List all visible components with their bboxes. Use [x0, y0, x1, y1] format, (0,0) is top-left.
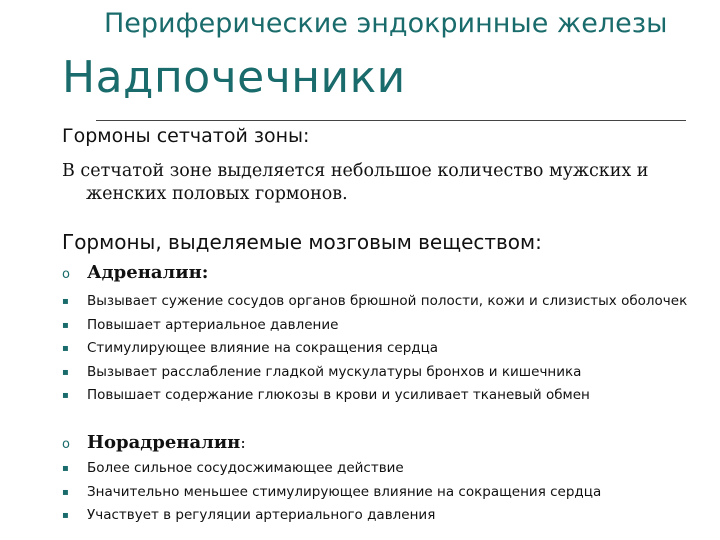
list-item-text: Вызывает расслабление гладкой мускулатуры бронхов и кишечника: [87, 363, 582, 380]
list-item: [62, 293, 712, 310]
adrenaline-heading: [62, 262, 208, 283]
square-bullet-icon: ▪: [62, 463, 69, 474]
square-bullet-icon: ▪: [62, 343, 69, 354]
list-item: [62, 484, 712, 501]
list-item-text: Участвует в регуляции артериального давления: [87, 507, 436, 523]
reticular-zone-paragraph: [62, 160, 702, 206]
list-item-text: Значительно меньшее стимулирующее влияние на сокращения сердца: [87, 483, 602, 500]
reticular-text-line-1: В сетчатой зоне выделяется небольшое количество мужских и: [62, 161, 649, 181]
square-bullet-icon: ▪: [62, 390, 69, 401]
list-item-text: Более сильное сосудосжимающее действие: [87, 460, 404, 476]
reticular-text-line-2: женских половых гормонов.: [86, 184, 348, 204]
list-item: [62, 387, 712, 404]
circle-bullet-icon: o: [62, 267, 70, 282]
square-bullet-icon: ▪: [62, 296, 69, 307]
slide-title: Надпочечники: [62, 52, 406, 103]
square-bullet-icon: ▪: [62, 510, 69, 521]
adrenaline-effects-list: [62, 293, 712, 411]
slide-supertitle: Периферические эндокринные железы: [104, 8, 668, 39]
square-bullet-icon: ▪: [62, 486, 69, 498]
list-item: [62, 317, 712, 334]
reticular-zone-heading: Гормоны сетчатой зоны:: [62, 125, 310, 147]
list-item: [62, 460, 712, 477]
square-bullet-icon: ▪: [62, 319, 69, 331]
adrenaline-name: Адреналин:: [87, 262, 209, 283]
medulla-heading: Гормоны, выделяемые мозговым веществом:: [62, 230, 542, 254]
circle-bullet-icon: o: [62, 437, 70, 452]
noradrenaline-colon: :: [240, 433, 246, 452]
title-divider: [96, 120, 686, 121]
list-item-text: Вызывает сужение сосудов органов брюшной полости, кожи и слизистых оболочек: [87, 293, 688, 309]
noradrenaline-name: Норадреналин: [87, 432, 241, 453]
list-item-text: Стимулирующее влияние на сокращения сердца: [87, 340, 439, 356]
list-item: [62, 507, 712, 524]
list-item-text: Повышает содержание глюкозы в крови и усиливает тканевый обмен: [87, 387, 590, 403]
list-item: [62, 364, 712, 381]
list-item: [62, 340, 712, 357]
noradrenaline-effects-list: [62, 460, 712, 531]
square-bullet-icon: ▪: [62, 366, 69, 378]
noradrenaline-heading: [62, 432, 246, 453]
list-item-text: Повышает артериальное давление: [87, 316, 339, 333]
